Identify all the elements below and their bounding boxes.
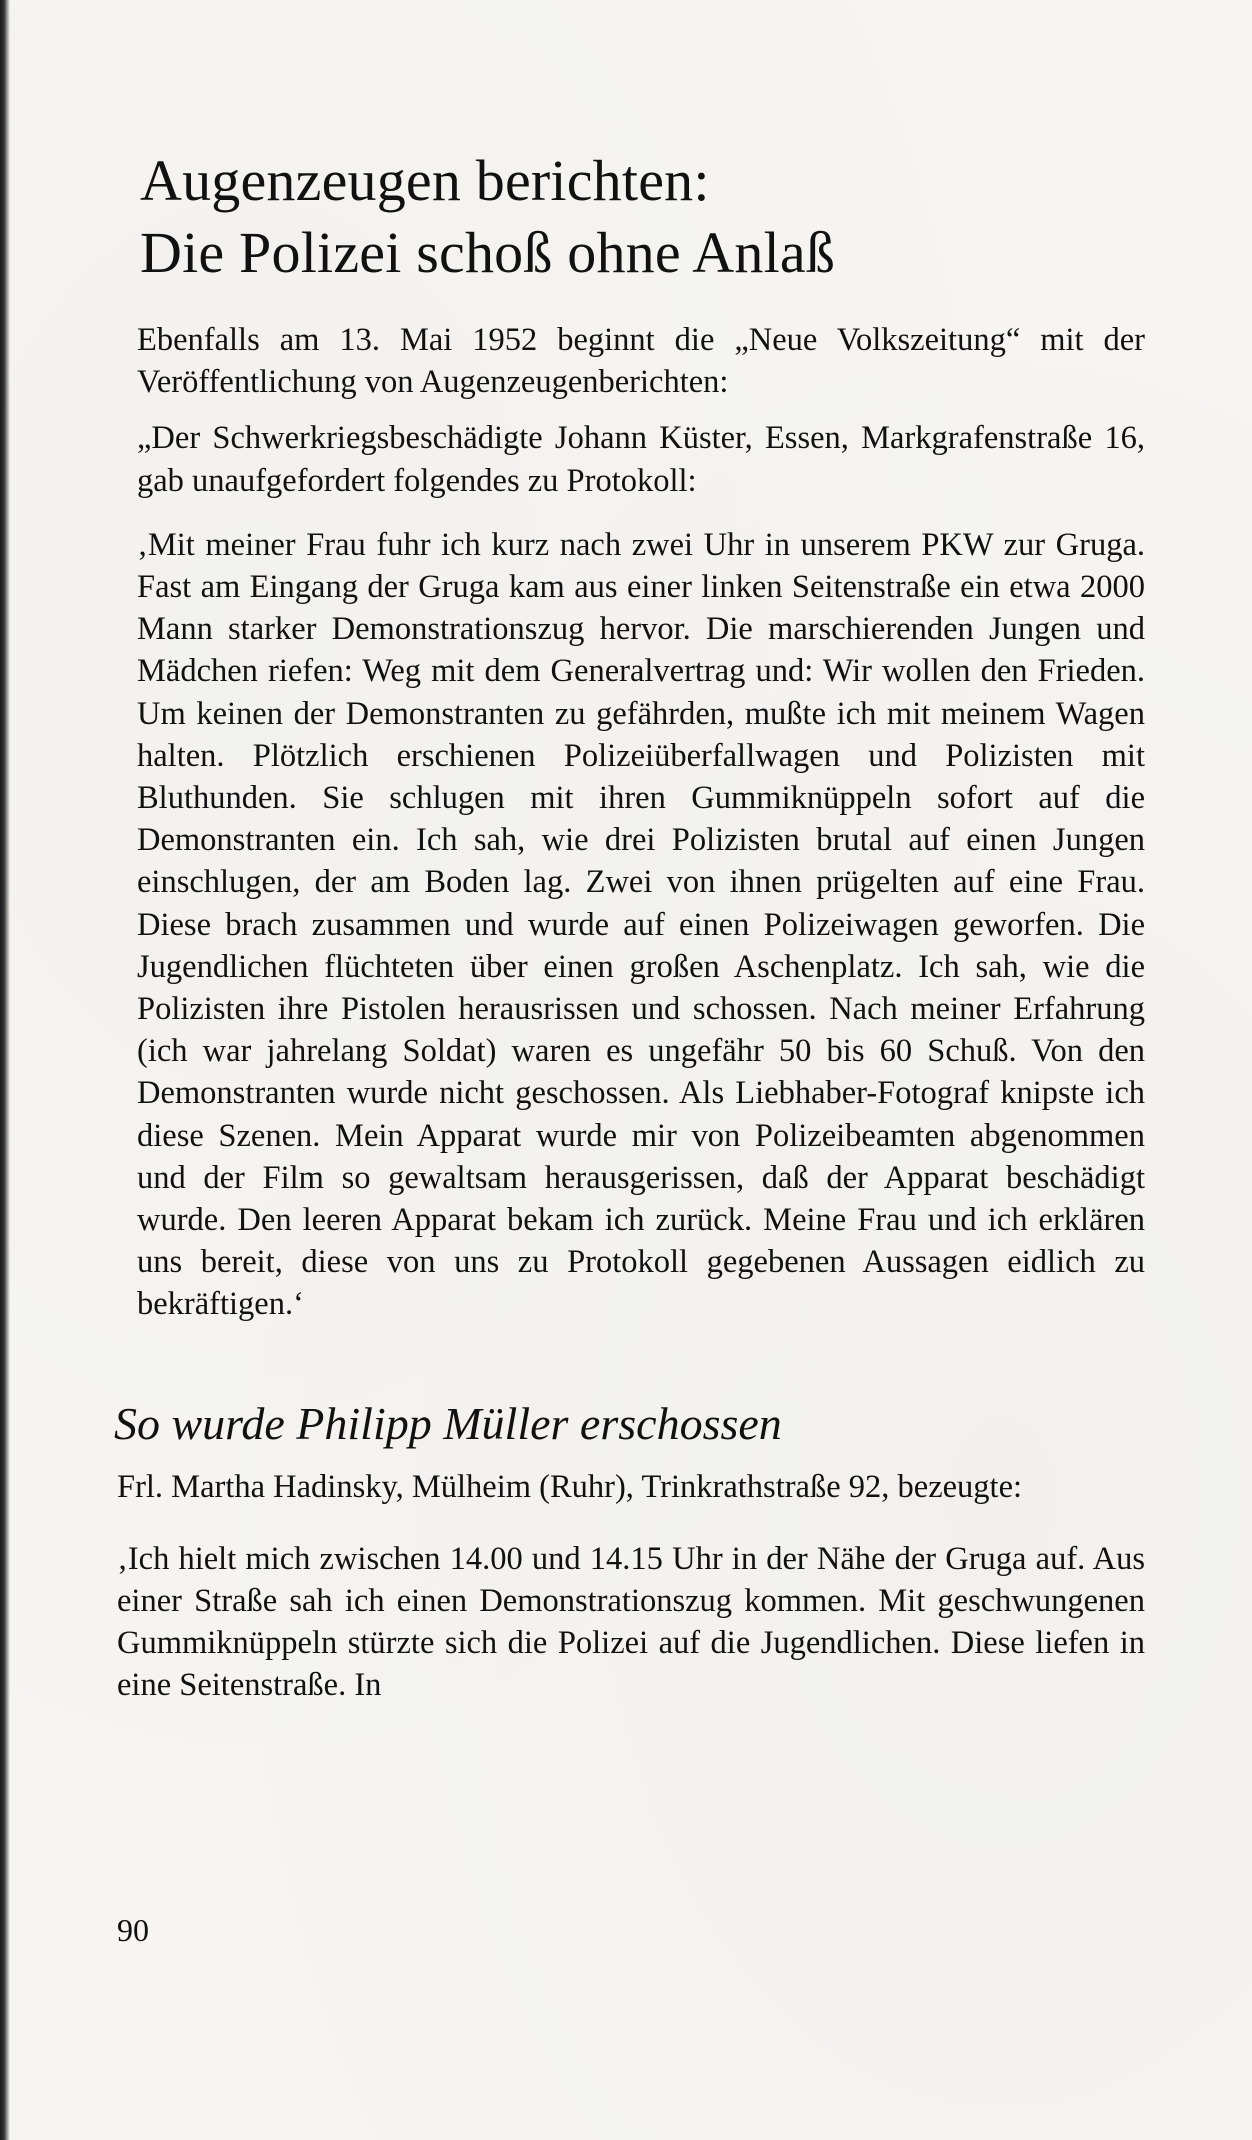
page-number: 90 (117, 1912, 149, 1948)
page-content (110, 145, 1145, 1707)
intro-paragraph: Ebenfalls am 13. Mai 1952 beginnt die „Neue Volkszeitung“ mit der Veröffentlichung von Augenzeugenberichten: (137, 322, 1145, 401)
section-subtitle: So wurde Philipp Müller erschossen (114, 1397, 782, 1449)
hadinsky-statement-paragraph: ‚Ich hielt mich zwischen 14.00 und 14.15 Uhr in der Nähe der Gruga auf. Aus einer Straße sah ich einen Demonstrationszug kommen. Mit geschwungenen Gummiknüppeln stürzte sich die Polizei auf die Jugendlichen. Diese liefen in eine Seitenstraße. In (117, 1540, 1145, 1704)
page-binding-shadow (0, 0, 10, 2140)
kuester-intro-paragraph: „Der Schwerkriegsbeschädigte Johann Küster, Essen, Markgrafenstraße 16, gab unaufgefordert folgendes zu Protokoll: (137, 420, 1145, 499)
hadinsky-intro-paragraph: Frl. Martha Hadinsky, Mülheim (Ruhr), Trinkrathstraße 92, bezeugte: (117, 1468, 1023, 1505)
chapter-title-line-2: Die Polizei schoß ohne Anlaß (140, 220, 836, 285)
chapter-title-line-1: Augenzeugen berichten: (140, 148, 710, 213)
kuester-statement-paragraph: ‚Mit meiner Frau fuhr ich kurz nach zwei Uhr in unserem PKW zur Gruga. Fast am Eingang der Gruga kam aus einer linken Seitenstraße ein etwa 2000 Mann starker Demonstrationszug hervor. Die marschierenden Jungen und Mädchen riefen: Weg mit dem Generalvertrag und: Wir wollen den Frieden. Um keinen der Demonstranten zu gefährden, mußte ich mit meinem Wagen halten. Plötzlich erschienen Polizeiüberfallwagen und Polizisten mit Bluthunden. Sie schlugen mit ihren Gummiknüppeln sofort auf die Demonstranten ein. Ich sah, wie drei Polizisten brutal auf einen Jungen einschlugen, der am Boden lag. Zwei von ihnen prügelten auf eine Frau. Diese brach zusammen und wurde auf einen Polizeiwagen geworfen. Die Jugendlichen flüchteten über einen großen Aschenplatz. Ich sah, wie die Polizisten ihre Pistolen herausrissen und schossen. Nach meiner Erfahrung (ich war jahrelang Soldat) waren es ungefähr 50 bis 60 Schuß. Von den Demonstranten wurde nicht geschossen. Als Liebhaber-Fotograf knipste ich diese Szenen. Mein Apparat wurde mir von Polizeibeamten abgenommen und der Film so gewaltsam herausgerissen, daß der Apparat beschädigt wurde. Den leeren Apparat bekam ich zurück. Meine Frau und ich erklären uns bereit, diese von uns zu Protokoll gegebenen Aussagen eidlich zu bekräftigen.‘ (137, 526, 1145, 1323)
chapter-title (140, 145, 1145, 289)
